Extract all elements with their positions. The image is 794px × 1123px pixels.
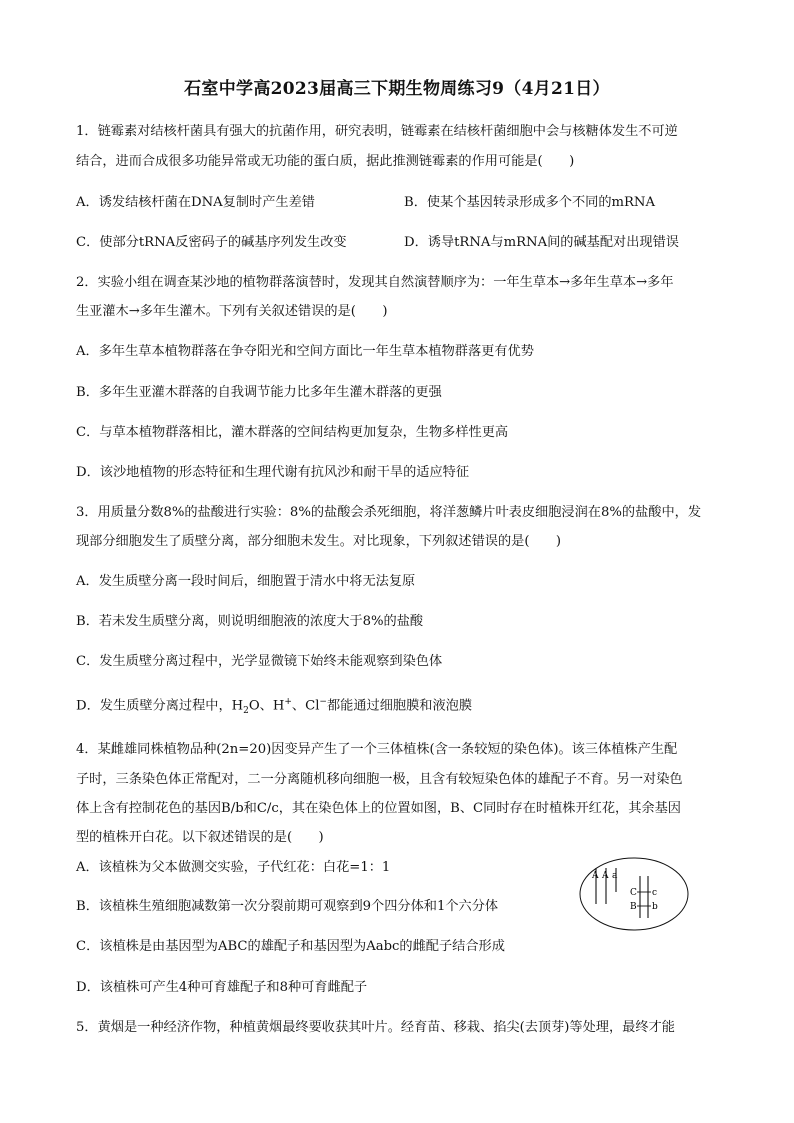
label-c-lower: c xyxy=(652,888,658,898)
q3-option-d-sup2: − xyxy=(319,697,327,707)
q3-option-d-sup1: + xyxy=(284,697,292,707)
q2-option-a: A．多年生草本植物群落在争夺阳光和空间方面比一年生草本植物群落更有优势 xyxy=(76,344,534,359)
label-a-lower: a xyxy=(612,871,618,881)
q3-option-b: B．若未发生质壁分离，则说明细胞液的浓度大于8%的盐酸 xyxy=(76,614,424,629)
label-c-upper: C xyxy=(630,888,637,898)
q3-stem-line1: 3．用质量分数8%的盐酸进行实验：8%的盐酸会杀死细胞，将洋葱鳞片叶表皮细胞浸润在8%的盐酸中，发 xyxy=(76,505,702,520)
chromosome-diagram xyxy=(578,856,690,932)
q1-stem-line2: 结合，进而合成很多功能异常或无功能的蛋白质，据此推测链霉素的作用可能是( ) xyxy=(76,154,575,169)
q1-option-a: A．诱发结核杆菌在DNA复制时产生差错 xyxy=(76,195,315,210)
q4-option-b: B．该植株生殖细胞减数第一次分裂前期可观察到9个四分体和1个六分体 xyxy=(76,899,499,914)
q2-stem-line1: 2．实验小组在调查某沙地的植物群落演替时，发现其自然演替顺序为：一年生草本→多年生草本→多年 xyxy=(76,275,674,290)
q5-stem-line1: 5．黄烟是一种经济作物，种植黄烟最终要收获其叶片。经育苗、移栽、掐尖(去顶芽)等处理，最终才能 xyxy=(76,1020,675,1035)
label-a2: A xyxy=(602,871,609,881)
label-b-lower: b xyxy=(652,902,658,912)
q1-stem-line1: 1．链霉素对结核杆菌具有强大的抗菌作用，研究表明，链霉素在结核杆菌细胞中会与核糖体发生不可逆 xyxy=(76,124,678,139)
q4-stem-line2: 子时，三条染色体正常配对，二一分离随机移向细胞一极，且含有较短染色体的雄配子不育。另一对染色 xyxy=(76,772,683,787)
q2-stem-line2: 生亚灌木→多年生灌木。下列有关叙述错误的是( ) xyxy=(76,304,388,319)
q3-option-d-sub: 2 xyxy=(243,706,249,717)
q4-stem-line4: 型的植株开白花。以下叙述错误的是( ) xyxy=(76,830,324,845)
q4-stem-line1: 4．某雌雄同株植物品种(2n=20)因变异产生了一个三体植株(含一条较短的染色体)。该三体植株产生配 xyxy=(76,742,678,757)
q3-option-a: A．发生质壁分离一段时间后，细胞置于清水中将无法复原 xyxy=(76,574,416,589)
q2-option-c: C．与草本植物群落相比，灌木群落的空间结构更加复杂，生物多样性更高 xyxy=(76,425,509,440)
q3-option-d-mid2: 、Cl xyxy=(291,698,320,714)
q3-option-d-suffix: 都能通过细胞膜和液泡膜 xyxy=(326,698,473,714)
q3-option-c: C．发生质壁分离过程中，光学显微镜下始终未能观察到染色体 xyxy=(76,654,443,669)
label-a1: A xyxy=(592,871,599,881)
q1-option-c: C．使部分tRNA反密码子的碱基序列发生改变 xyxy=(76,235,347,250)
label-b-upper: B xyxy=(630,902,637,912)
q1-option-d: D．诱导tRNA与mRNA间的碱基配对出现错误 xyxy=(404,235,679,250)
page-title: 石室中学高2023届高三下期生物周练习9（4月21日） xyxy=(184,79,610,99)
q2-option-b: B．多年生亚灌木群落的自我调节能力比多年生灌木群落的更强 xyxy=(76,385,442,400)
q3-option-d-prefix: D．发生质壁分离过程中，H xyxy=(76,698,244,714)
q4-option-a: A．该植株为父本做测交实验，子代红花：白花=1：1 xyxy=(76,860,391,875)
q1-option-b: B．使某个基因转录形成多个不同的mRNA xyxy=(404,195,655,210)
q3-option-d-mid: O、H xyxy=(248,698,285,714)
q3-stem-line2: 现部分细胞发生了质壁分离，部分细胞未发生。对比现象，下列叙述错误的是( ) xyxy=(76,534,562,549)
q4-stem-line3: 体上含有控制花色的基因B/b和C/c，其在染色体上的位置如图，B、C同时存在时植株开红花，其余基因 xyxy=(76,801,681,816)
q3-option-d xyxy=(76,692,472,721)
q2-option-d: D．该沙地植物的形态特征和生理代谢有抗风沙和耐干旱的适应特征 xyxy=(76,465,470,480)
q4-option-c: C．该植株是由基因型为ABC的雄配子和基因型为Aabc的雌配子结合形成 xyxy=(76,939,505,954)
q4-option-d: D．该植株可产生4种可育雄配子和8种可育雌配子 xyxy=(76,980,368,995)
